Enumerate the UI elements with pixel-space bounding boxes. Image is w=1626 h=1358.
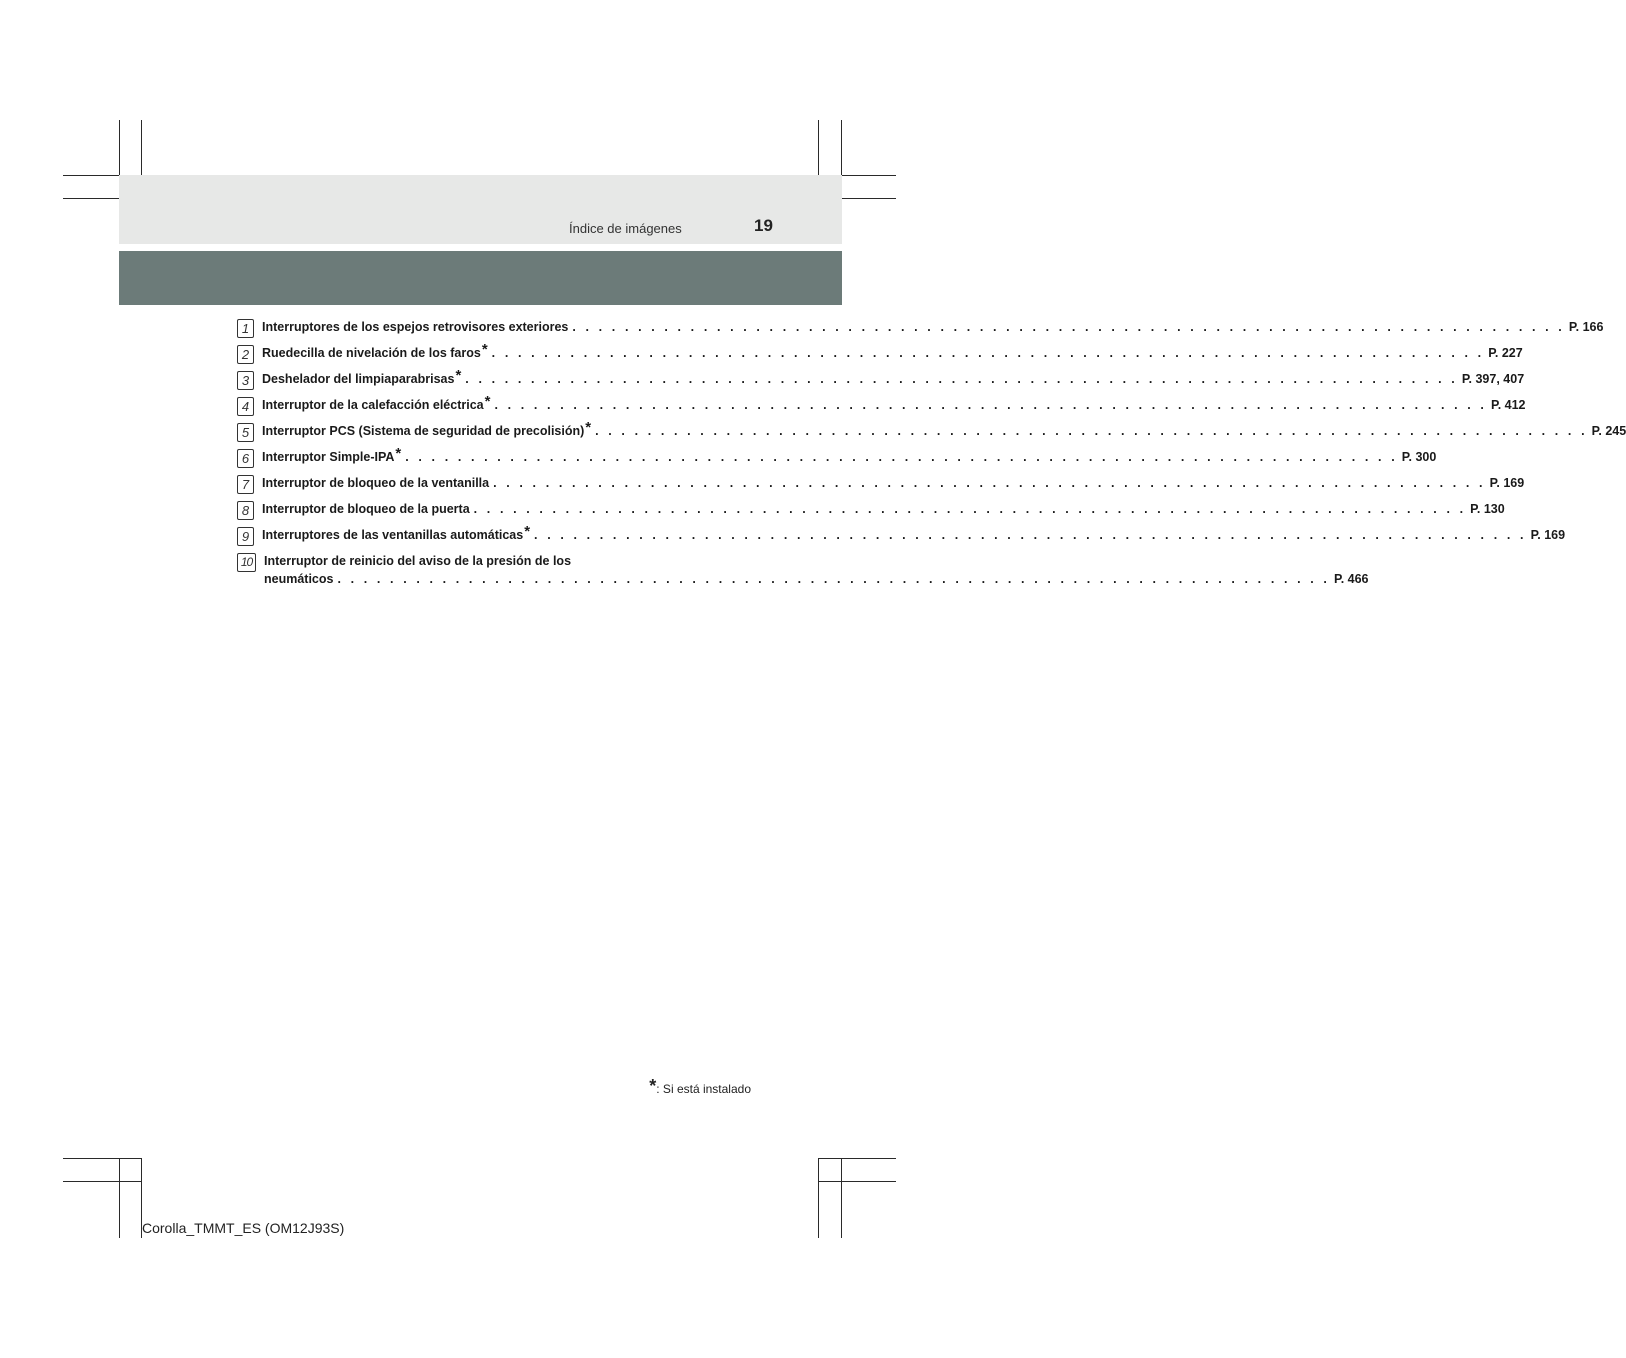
crop-mark bbox=[818, 1158, 819, 1238]
page-reference[interactable]: P. 466 bbox=[1333, 572, 1369, 586]
item-number-badge: 7 bbox=[237, 475, 254, 494]
dot-leader bbox=[492, 344, 1485, 362]
page-number: 19 bbox=[754, 216, 773, 235]
list-item bbox=[237, 552, 1369, 588]
item-number-badge: 9 bbox=[237, 527, 254, 546]
item-number-badge: 3 bbox=[237, 371, 254, 390]
page-reference[interactable]: P. 227 bbox=[1488, 346, 1523, 360]
item-label: Deshelador del limpiaparabrisas bbox=[262, 372, 455, 386]
header-band bbox=[119, 175, 842, 244]
crop-mark bbox=[119, 1158, 120, 1238]
item-label: Interruptor de la calefacción eléctrica bbox=[262, 398, 484, 412]
item-label: Interruptor Simple-IPA bbox=[262, 450, 395, 464]
list-item: 5 Interruptor PCS (Sistema de seguridad de precolisión) * . . . P. 245 bbox=[237, 422, 724, 442]
document-id: Corolla_TMMT_ES (OM12J93S) bbox=[142, 1220, 345, 1236]
dot-leader bbox=[493, 474, 1486, 492]
crop-mark bbox=[841, 1158, 842, 1238]
footnote-text: : Si está instalado bbox=[656, 1082, 751, 1096]
item-number-badge: 1 bbox=[237, 319, 254, 338]
page-reference[interactable]: P. 130 bbox=[1470, 502, 1505, 516]
item-number-badge: 2 bbox=[237, 345, 254, 364]
list-item: 6 Interruptor Simple-IPA * . . . P. 300 bbox=[237, 448, 724, 468]
item-label-continued: neumáticos bbox=[264, 572, 334, 586]
crop-mark bbox=[63, 1158, 141, 1159]
page-reference[interactable]: P. 245 bbox=[1591, 424, 1626, 438]
crop-mark bbox=[818, 1158, 896, 1159]
item-label: Interruptores de las ventanillas automáticas bbox=[262, 528, 524, 542]
item-number-badge: 5 bbox=[237, 423, 254, 442]
item-number-badge: 8 bbox=[237, 501, 254, 520]
list-item: 3 Deshelador del limpiaparabrisas * . . . P. 397, 407 bbox=[237, 370, 724, 390]
section-title: Índice de imágenes bbox=[569, 221, 682, 236]
list-item bbox=[237, 318, 1604, 338]
crop-mark bbox=[63, 1181, 141, 1182]
item-label: Interruptor PCS (Sistema de seguridad de precolisión) bbox=[262, 424, 585, 438]
list-item: 4 Interruptor de la calefacción eléctrica * . . . P. 412 bbox=[237, 396, 724, 416]
dot-leader bbox=[337, 570, 1330, 588]
page-reference[interactable]: P. 412 bbox=[1490, 398, 1526, 412]
list-item: 9 Interruptores de las ventanillas automáticas * . . . P. 169 bbox=[237, 526, 724, 546]
footnote-asterisk: * bbox=[649, 1076, 657, 1096]
dot-leader bbox=[474, 500, 1467, 518]
item-label: Interruptor de reinicio del aviso de la presión de los bbox=[264, 554, 572, 568]
item-label: Interruptores de los espejos retrovisores exteriores bbox=[262, 320, 569, 334]
list-item: 2 Ruedecilla de nivelación de los faros * . . . P. 227 bbox=[237, 344, 724, 364]
dot-leader bbox=[572, 318, 1565, 336]
page-reference[interactable]: P. 300 bbox=[1401, 450, 1437, 464]
dot-leader bbox=[494, 396, 1487, 414]
footnote bbox=[649, 1077, 751, 1098]
list-item bbox=[237, 474, 1525, 494]
index-list bbox=[237, 318, 1626, 594]
page-reference[interactable]: P. 397, 407 bbox=[1461, 372, 1525, 386]
dot-leader bbox=[465, 370, 1458, 388]
dot-leader bbox=[405, 448, 1398, 466]
list-item bbox=[237, 500, 1505, 520]
dot-leader bbox=[534, 526, 1527, 544]
item-label: Interruptor de bloqueo de la puerta bbox=[262, 502, 470, 516]
page-reference[interactable]: P. 166 bbox=[1568, 320, 1604, 334]
crop-mark bbox=[818, 1181, 896, 1182]
item-number-badge: 6 bbox=[237, 449, 254, 468]
image-banner bbox=[119, 251, 842, 305]
page-reference[interactable]: P. 169 bbox=[1489, 476, 1525, 490]
item-number-badge: 10 bbox=[237, 553, 256, 572]
dot-leader bbox=[595, 422, 1588, 440]
page-reference[interactable]: P. 169 bbox=[1530, 528, 1566, 542]
item-label: Ruedecilla de nivelación de los faros bbox=[262, 346, 481, 360]
item-number-badge: 4 bbox=[237, 397, 254, 416]
item-label: Interruptor de bloqueo de la ventanilla bbox=[262, 476, 490, 490]
